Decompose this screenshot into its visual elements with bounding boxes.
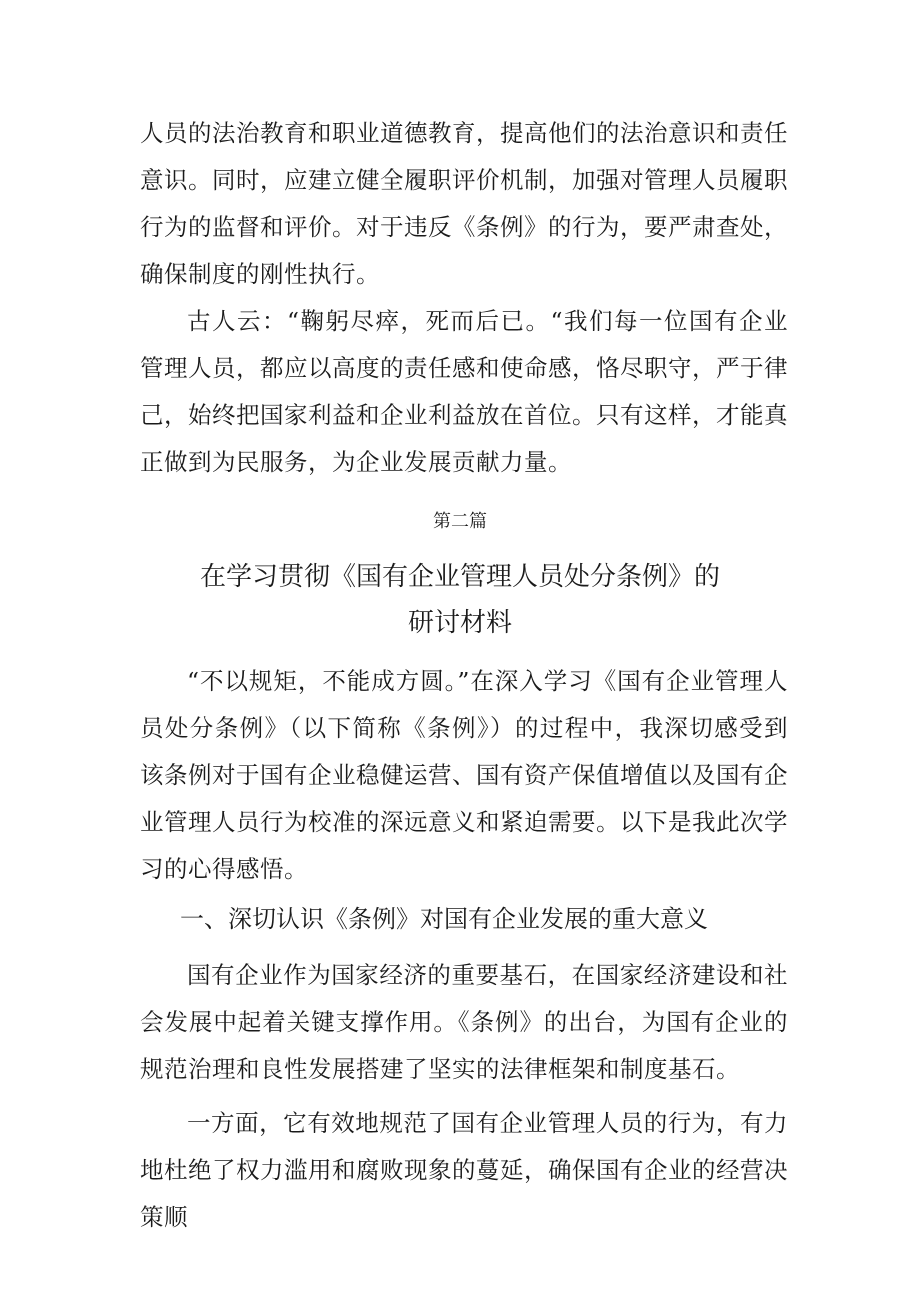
section-label: 第二篇	[433, 511, 487, 532]
paragraph-quote-ancients: 古人云：“鞠躬尽瘁，死而后已。“我们每一位国有企业管理人员，都应以高度的责任感和使命感，恪尽职守，严于律己，始终把国家利益和企业利益放在首位。只有这样，才能真正做到为民服务，为企业发展贡献力量。	[140, 307, 788, 476]
document-title-line1: 在学习贯彻《国有企业管理人员处分条例》的	[199, 562, 720, 592]
paragraph-continuation: 人员的法治教育和职业道德教育，提高他们的法治意识和责任意识。同时，应建立健全履职评价机制，加强对管理人员履职行为的监督和评价。对于违反《条例》的行为，要严肃查处，确保制度的刚性执行。	[140, 119, 788, 288]
section-heading-1: 一、深切认识《条例》对国有企业发展的重大意义	[180, 905, 708, 933]
document-title-line2: 研讨材料	[407, 608, 512, 638]
paragraph-intro: “不以规矩，不能成方圆。”在深入学习《国有企业管理人员处分条例》（以下简称《条例》）的过程中，我深切感受到该条例对于国有企业稳健运营、国有资产保值增值以及国有企业管理人员行为校准的深远意义和紧迫需要。以下是我此次学习的心得感悟。	[140, 667, 788, 883]
paragraph-significance: 国有企业作为国家经济的重要基石，在国家经济建设和社会发展中起着关键支撑作用。《条例》的出台，为国有企业的规范治理和良性发展搭建了坚实的法律框架和制度基石。	[140, 961, 788, 1083]
paragraph-one-hand: 一方面，它有效地规范了国有企业管理人员的行为，有力地杜绝了权力滥用和腐败现象的蔓延，确保国有企业的经营决策顺	[140, 1109, 788, 1231]
